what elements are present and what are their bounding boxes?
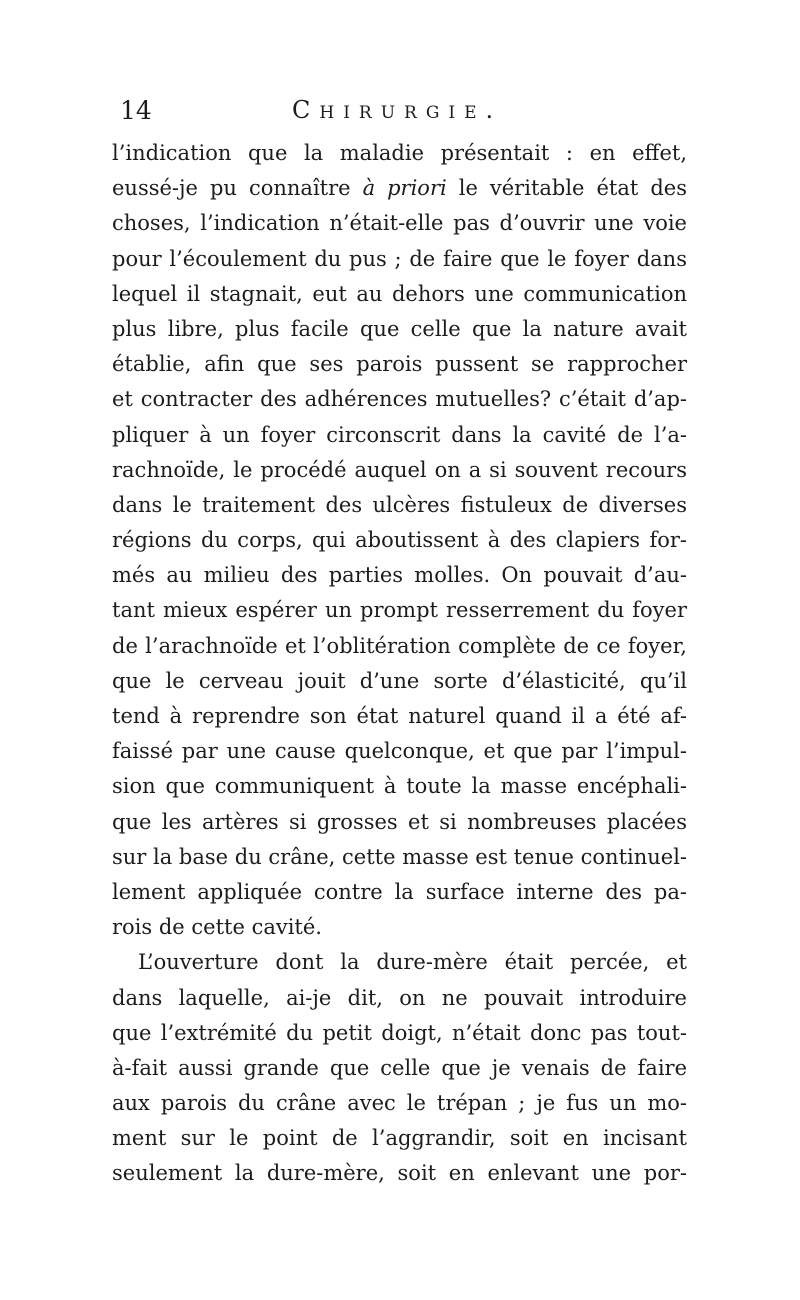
text-line: tend à reprendre son état naturel quand il a été af- [112, 704, 687, 728]
text-line: de l’arachnoïde et l’oblitération complète de ce foyer, [112, 633, 687, 658]
text-line: que les artères si grosses et si nombreuses placées [112, 809, 687, 834]
paragraph-1 [112, 136, 687, 945]
text-line: ment sur le point de l’aggrandir, soit en incisant [112, 1126, 687, 1151]
text-line: à-fait aussi grande que celle que je venais de faire [112, 1055, 687, 1080]
text-line: sur la base du crâne, cette masse est tenue continuel- [112, 844, 688, 869]
text-line: pour l’écoulement du pus ; de faire que le foyer dans [112, 246, 687, 271]
book-page [112, 96, 687, 1192]
text-line: seulement la dure-mère, soit en enlevant une por- [112, 1161, 687, 1186]
text-line: plus libre, plus facile que celle que la nature avait [112, 316, 687, 341]
text-fragment: le véritable état des [446, 176, 687, 201]
text-line [112, 171, 687, 206]
running-title: Chirurgie. [292, 96, 503, 124]
text-line: tant mieux espérer un prompt resserrement du foyer [112, 598, 687, 623]
text-line: établie, afin que ses parois pussent se rapprocher [112, 352, 687, 377]
text-line: rois de cette cavité. [112, 915, 322, 940]
text-line: dans laquelle, ai-je dit, on ne pouvait introduire [112, 985, 687, 1010]
text-line: més au milieu des parties molles. On pouvait d’au- [112, 563, 687, 588]
text-line: L’ouverture dont la dure-mère était percée, et [138, 950, 687, 975]
page-header [112, 96, 687, 136]
text-line: lequel il stagnait, eut au dehors une communication [112, 281, 687, 306]
text-line: que le cerveau jouit d’une sorte d’élasticité, qu’il [112, 668, 687, 693]
text-line: choses, l’indication n’était-elle pas d’ouvrir une voie [112, 211, 687, 236]
text-line: faissé par une cause quelconque, et que par l’impul- [112, 739, 687, 764]
text-line: sion que communiquent à toute la masse encéphali- [112, 774, 687, 799]
text-line: dans le traitement des ulcères fistuleux de diverses [112, 492, 687, 517]
text-line: régions du corps, qui aboutissent à des clapiers for- [112, 528, 687, 553]
text-line: rachnoïde, le procédé auquel on a si souvent recours [112, 457, 687, 482]
text-fragment: eussé-je pu connaître [112, 176, 363, 201]
text-line: que l’extrémité du petit doigt, n’était donc pas tout- [112, 1020, 687, 1045]
page-number: 14 [120, 96, 152, 125]
text-line: et contracter des adhérences mutuelles? c’était d’ap- [112, 387, 687, 412]
text-line: pliquer à un foyer circonscrit dans la cavité de l’a- [112, 422, 687, 447]
text-line: aux parois du crâne avec le trépan ; je fus un mo- [112, 1091, 687, 1116]
paragraph-2 [112, 945, 687, 1191]
text-line: lement appliquée contre la surface interne des pa- [112, 879, 687, 904]
text-line: l’indication que la maladie présentait : en effet, [112, 141, 687, 165]
italic-phrase: à priori [362, 176, 447, 201]
